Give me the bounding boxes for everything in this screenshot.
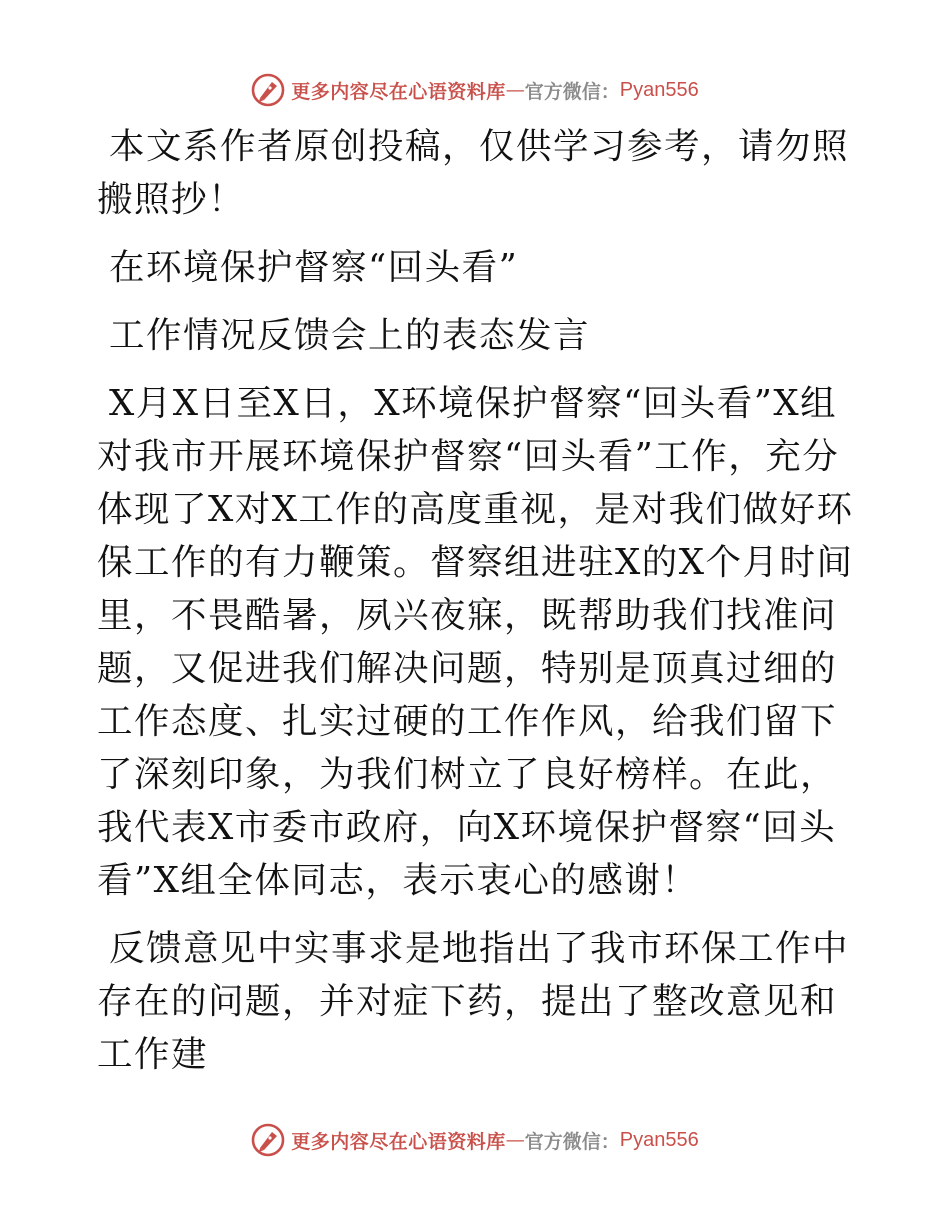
pen-nib-logo-icon (251, 1123, 285, 1157)
wechat-id: Pyan556 (619, 1128, 699, 1151)
copyright-notice: 本文系作者原创投稿，仅供学习参考，请勿照搬照抄！ (97, 126, 850, 220)
brand-name: 更多内容尽在心语资料库 (291, 80, 506, 103)
title-line-1: 在环境保护督察“回头看” (109, 247, 519, 288)
title-line-2: 工作情况反馈会上的表态发言 (109, 315, 591, 356)
pen-nib-logo-icon (251, 73, 285, 107)
footer-banner (0, 1120, 950, 1160)
brand-name: 更多内容尽在心语资料库 (291, 1130, 506, 1153)
document-body (97, 120, 857, 1096)
paragraph-2: 反馈意见中实事求是地指出了我市环保工作中存在的问题，并对症下药，提出了整改意见和工作建 (97, 928, 850, 1075)
wechat-id: Pyan556 (619, 78, 699, 101)
paragraph-1: X月X日至X日，X环境保护督察“回头看”X组对我市开展环境保护督察“回头看”工作，充分体现了X对X工作的高度重视，是对我们做好环保工作的有力鞭策。督察组进驻X的X个月时间里，不畏酷暑，夙兴夜寐，既帮助我们找准问题，又促进我们解决问题，特别是顶真过细的工作态度、扎实过硬的工作作风，给我们留下了深刻印象，为我们树立了良好榜样。在此，我代表X市委市政府，向X环境保护督察“回头看”X组全体同志，表示衷心的感谢！ (97, 383, 854, 901)
official-wechat-label: 官方微信： (524, 1130, 620, 1153)
banner-dash: — (505, 79, 525, 101)
banner-dash: — (505, 1129, 525, 1151)
header-banner (0, 70, 950, 110)
official-wechat-label: 官方微信： (524, 80, 620, 103)
